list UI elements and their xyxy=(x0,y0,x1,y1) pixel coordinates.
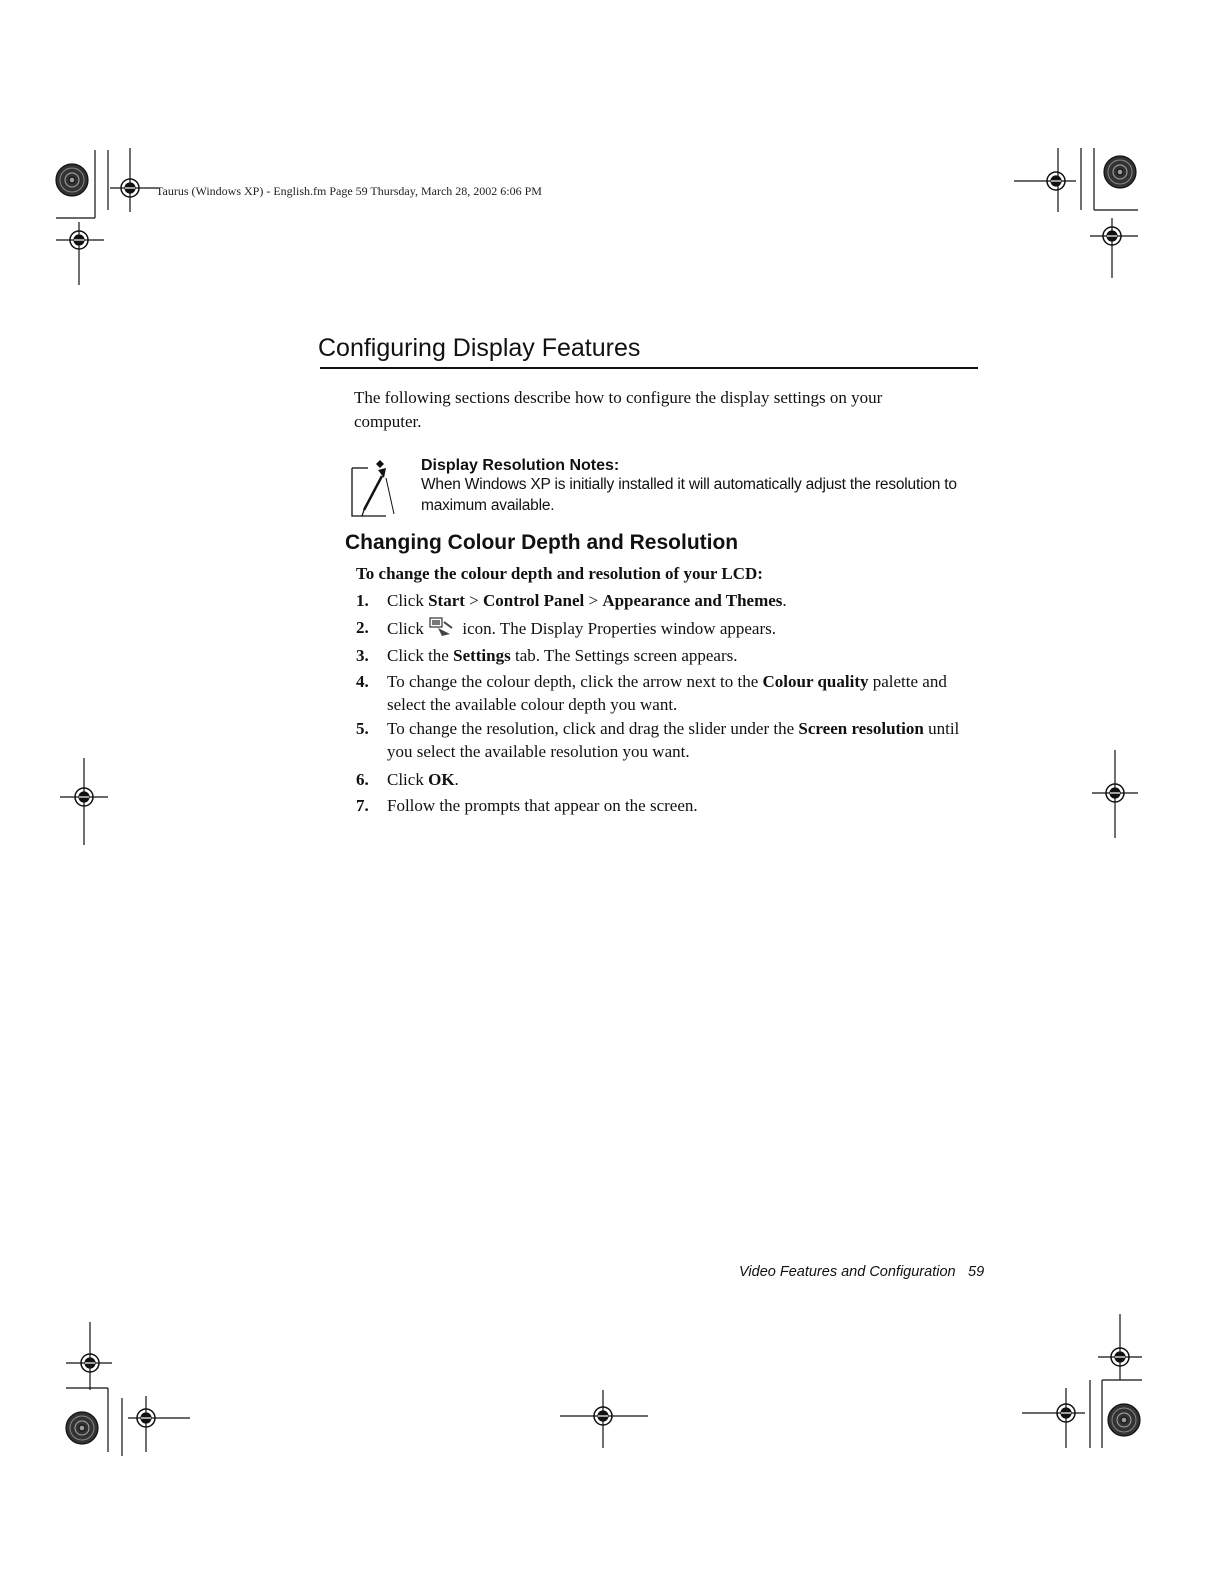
step-number: 2. xyxy=(356,618,369,637)
step-number: 5. xyxy=(356,719,369,738)
step-item xyxy=(356,794,986,817)
step-number: 1. xyxy=(356,591,369,610)
procedure-title: To change the colour depth and resolution of your LCD: xyxy=(356,564,763,583)
step-text: To change the colour depth, click the arrow next to the Colour quality palette and select the available colour depth you want. xyxy=(387,672,947,714)
step-text: Click the Settings tab. The Settings screen appears. xyxy=(387,646,738,665)
page-title: Configuring Display Features xyxy=(318,334,641,362)
note-heading: Display Resolution Notes: xyxy=(421,457,620,474)
step-item xyxy=(356,644,986,667)
step-item xyxy=(356,589,986,612)
step-text: Click Start > Control Panel > Appearance and Themes. xyxy=(387,591,787,610)
step-text: Click icon. The Display Properties window appears. xyxy=(387,616,983,640)
step-number: 4. xyxy=(356,672,369,691)
step-item xyxy=(356,616,986,640)
print-header: Taurus (Windows XP) - English.fm Page 59 Thursday, March 28, 2002 6:06 PM xyxy=(156,184,542,198)
step-text: Click OK. xyxy=(387,770,459,789)
page-number: 59 xyxy=(968,1264,985,1280)
step-item xyxy=(356,717,986,763)
step-text: To change the resolution, click and drag the slider under the Screen resolution until you select the available resolution you want. xyxy=(387,719,960,761)
step-number: 6. xyxy=(356,770,369,789)
display-properties-icon xyxy=(428,616,454,638)
section-heading: Changing Colour Depth and Resolution xyxy=(345,531,739,554)
title-rule xyxy=(320,367,978,369)
intro-paragraph: The following sections describe how to configure the display settings on your computer. xyxy=(354,388,883,431)
step-text: Follow the prompts that appear on the screen. xyxy=(387,796,698,815)
step-item xyxy=(356,768,986,791)
note-pen-icon xyxy=(346,458,404,520)
step-number: 7. xyxy=(356,796,369,815)
step-item xyxy=(356,670,986,716)
starburst-mark-icon xyxy=(56,164,88,196)
step-number: 3. xyxy=(356,646,369,665)
footer-chapter-label: Video Features and Configuration xyxy=(739,1264,956,1280)
note-body: When Windows XP is initially installed it will automatically adjust the resolution to maximum available. xyxy=(421,476,957,514)
